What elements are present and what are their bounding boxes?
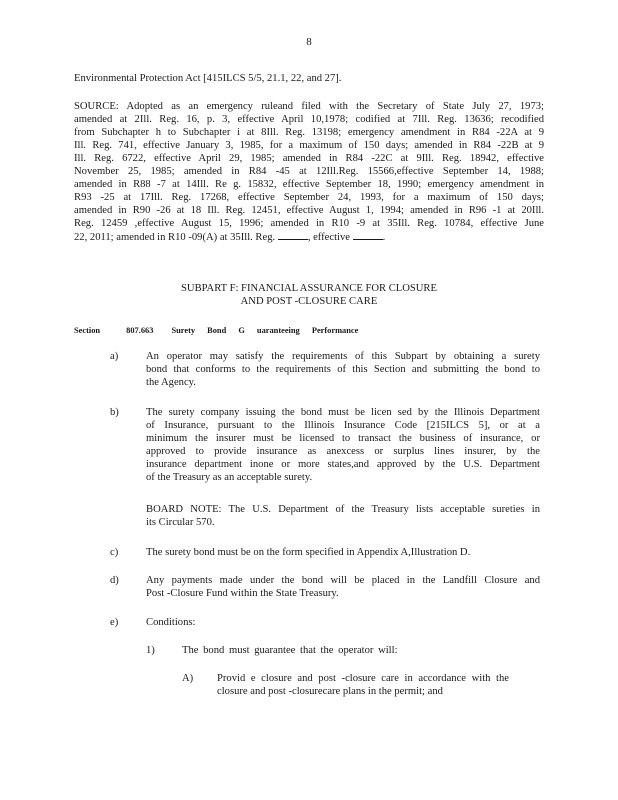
- subpart-line-1: SUBPART F: FINANCIAL ASSURANCE FOR CLOSURE: [181, 283, 437, 294]
- item-eA-label: A): [182, 673, 194, 684]
- source-line: Ill. Reg. 741, effective January 3, 1985, for a maximum of 150 days; amended in R84 -22B at 9: [74, 140, 544, 151]
- source-line: amended in R88 -7 at 14Ill. Re g. 15832, effective September 18, 1990; emergency amendment in: [74, 179, 544, 190]
- blank-field: [353, 230, 383, 240]
- section-title: Surety Bond G uaranteeing Performance: [171, 326, 359, 335]
- source-line: Ill. Reg. 6722, effective April 29, 1985; amended in R84 -22C at 9Ill. Reg. 18942, effective: [74, 153, 544, 164]
- source-line: amended at 2Ill. Reg. 16, p. 3, effective April 10,1978; codified at 7Ill. Reg. 13636; recodified: [74, 114, 544, 125]
- subpart-line-2: AND POST -CLOSURE CARE: [240, 296, 378, 307]
- item-e1-text: The bond must guarantee that the operator will:: [182, 645, 398, 656]
- source-line: SOURCE: Adopted as an emergency ruleand filed with the Secretary of State July 27, 1973;: [74, 101, 544, 112]
- item-e1-label: 1): [146, 645, 155, 656]
- subpart-heading: [74, 282, 544, 308]
- item-b-label: b): [110, 407, 119, 418]
- source-line: November 25, 1985; amended in R84 -45 at 12Ill.Reg. 15566,effective September 14, 1988;: [74, 166, 544, 177]
- source-line: R93 -25 at 17Ill. Reg. 17268, effective September 24, 1993, for a maximum of 150 days;: [74, 192, 544, 203]
- source-line: from Subchapter h to Subchapter i at 8Ill. Reg. 13198; emergency amendment in R84 -22A at 9: [74, 127, 544, 138]
- item-d-text: Any payments made under the bond will be placed in the Landfill Closure and Post -Closure Fund within the State Treasury.: [146, 575, 540, 599]
- item-eA-text: Provid e closure and post -closure care in accordance with the closure and post -closurecare plans in the permit; and: [217, 673, 509, 697]
- item-e-label: e): [110, 617, 119, 628]
- item-d-label: d): [110, 575, 119, 586]
- item-c-text: The surety bond must be on the form specified in Appendix A,Illustration D.: [146, 547, 471, 558]
- blank-field: [278, 230, 308, 240]
- intro-line: Environmental Protection Act [415ILCS 5/5, 21.1, 22, and 27].: [74, 73, 342, 84]
- section-word: Section: [74, 326, 101, 335]
- source-last-line: 22, 2011; amended in R10 -09(A) at 35Ill. Reg. , effective .: [74, 232, 386, 243]
- source-line: amended in R90 -26 at 18 Ill. Reg. 12451, effective August 1, 1994; amended in R96 -1 at 20Ill.: [74, 205, 544, 216]
- item-a-text: An operator may satisfy the requirements of this Subpart by obtaining a surety bond that conforms to the requirements of this Section and submitting the bond to the Agency.: [146, 351, 540, 388]
- board-note: BOARD NOTE: The U.S. Department of the Treasury lists acceptable sureties in its Circular 570.: [146, 504, 540, 528]
- item-c-label: c): [110, 547, 119, 558]
- page-number: 8: [306, 36, 312, 48]
- item-a-label: a): [110, 351, 119, 362]
- item-e-text: Conditions:: [146, 617, 196, 628]
- source-paragraph: [74, 100, 544, 244]
- source-line: Reg. 12459 ,effective August 15, 1996; amended in R10 -9 at 35Ill. Reg. 10784, effective June: [74, 218, 544, 229]
- item-b-text: The surety company issuing the bond must be licen sed by the Illinois Department of Insurance, pursuant to the Illinois Insurance Code [215ILCS 5], or at a minimum the insurer must be licensed to transact the business of insurance, or approved to provide insurance as anexcess or surplus lines insurer, by the insurance department inone or more states,and approved by the U.S. Department of the Treasury as an acceptable surety.: [146, 407, 540, 483]
- section-heading: [74, 324, 358, 337]
- section-number: 807.663: [126, 326, 154, 335]
